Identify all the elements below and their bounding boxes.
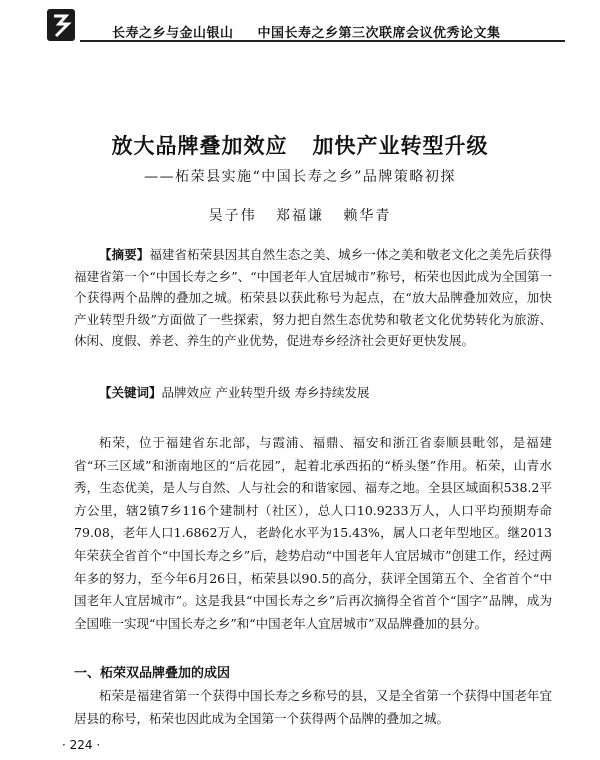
body-paragraph-2: 柘荣是福建省第一个获得中国长寿之乡称号的县，又是全省第一个获得中国老年宜居县的称号，柘荣也因此成为全国第一个获得两个品牌的叠加之城。 (74, 688, 552, 726)
publication-logo (46, 8, 76, 42)
header-rule (80, 40, 565, 42)
header-right: 中国长寿之乡第三次联席会议优秀论文集 (257, 26, 501, 41)
running-header (112, 22, 501, 41)
abstract-text: 福建省柘荣县因其自然生态之美、城乡一体之美和敬老文化之美先后获得福建省第一个“中国长寿之乡”、“中国老年人宜居城市”称号，柘荣也因此成为全国第一个获得两个品牌的叠加之城。柘荣县以获此称号为起点，在“放大品牌叠加效应，加快产业转型升级”方面做了一些探索，努力把自然生态优势和敬老文化优势转化为旅游、休闲、度假、养老、养生的产业优势，促进寿乡经济社会更好更快发展。 (74, 247, 552, 348)
abstract-tag: 【摘要】 (99, 247, 150, 262)
header-left: 长寿之乡与金山银山 (112, 26, 234, 41)
body-paragraph (74, 432, 552, 635)
page-number: · 224 · (62, 738, 101, 752)
section-heading: 一、柘荣双品牌叠加的成因 (74, 666, 231, 681)
keywords (74, 382, 552, 403)
abstract (74, 244, 552, 352)
paper-title: 放大品牌叠加效应 加快产业转型升级 (111, 133, 489, 158)
body-paragraph (74, 684, 552, 730)
keywords-text: 品牌效应 产业转型升级 寿乡持续发展 (161, 385, 370, 400)
author-list: 吴子伟 郑福谦 赖华青 (208, 208, 392, 224)
body-paragraph-1: 柘荣，位于福建省东北部，与霞浦、福鼎、福安和浙江省泰顺县毗邻，是福建省“环三区域”和浙南地区的“后花园”，起着北承西拓的“桥头堡”作用。柘荣，山青水秀，生态优美，是人与自然、人与社会的和谐家园、福寿之地。全县区域面积538.2平方公里，辖2镇7乡116个建制村（社区），总人口10.9233万人，人口平均预期寿命79.08，老年人口1.6862万人，老龄化水平为15.43%，属人口老年型地区。继2013年荣获全省首个“中国长寿之乡”后，趁势启动“中国老年人宜居城市”创建工作，经过两年多的努力，至今年6月26日，柘荣县以90.5的高分，获评全国第五个、全省首个“中国老年人宜居城市”。这是我县“中国长寿之乡”后再次摘得全省首个“国字”品牌，成为全国唯一实现“中国长寿之乡”和“中国老年人宜居城市”双品牌叠加的县分。 (74, 435, 552, 631)
paper-subtitle: ——柘荣县实施“中国长寿之乡”品牌策略初探 (144, 169, 456, 185)
keywords-tag: 【关键词】 (99, 385, 162, 400)
